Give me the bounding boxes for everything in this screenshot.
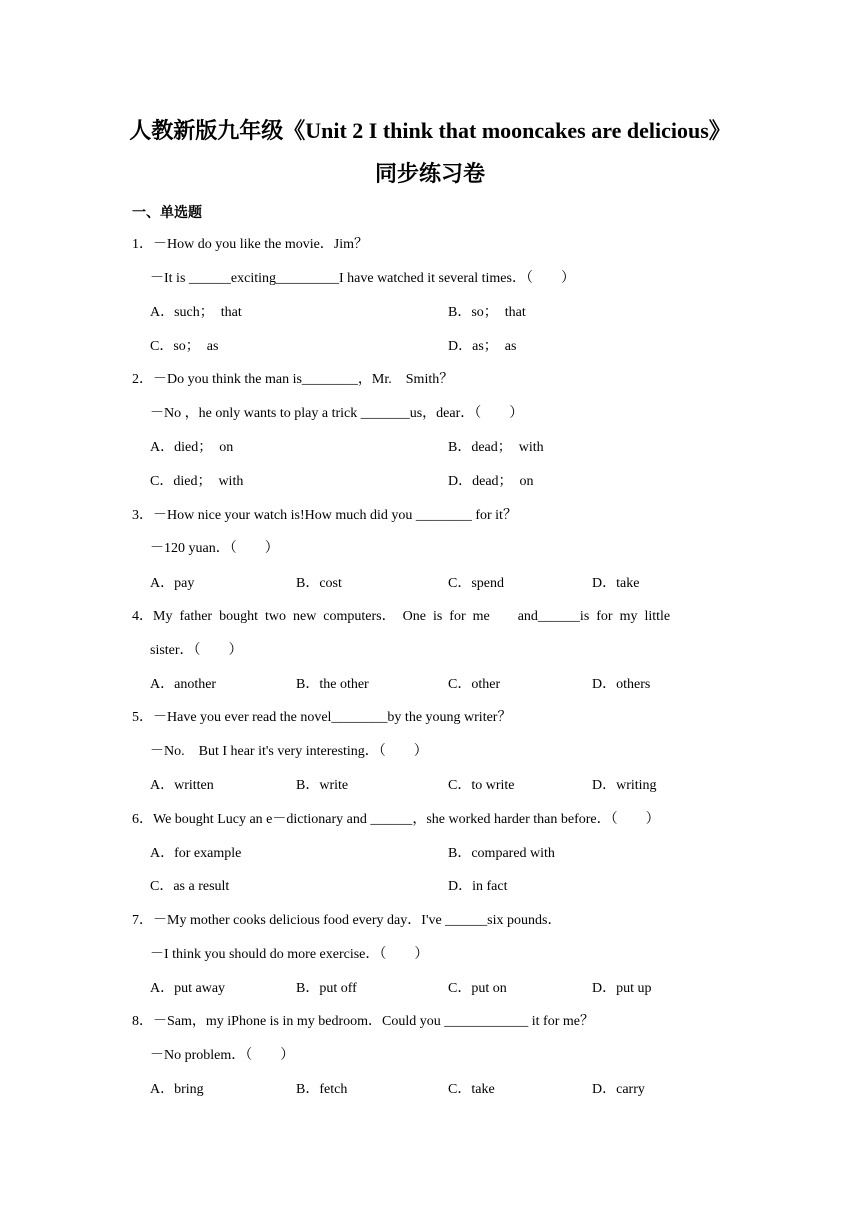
question-8-line2: －No problem．（ ） [150,1048,295,1063]
question-4-option-b[interactable]: B．the other [296,677,369,692]
question-5-stem: 5．－Have you ever read the novel________by the young writer？ [132,710,512,725]
question-2-stem: 2．－Do you think the man is________，Mr. Smith？ [132,372,454,387]
question-4-option-d[interactable]: D．others [592,677,651,692]
question-8-option-b[interactable]: B．fetch [296,1082,348,1097]
section-heading: 一、单选题 [132,206,202,221]
question-1-option-a[interactable]: A．such； that [150,305,242,320]
question-7-option-b[interactable]: B．put off [296,981,357,996]
question-6-option-a[interactable]: A．for example [150,846,242,861]
question-5-option-d[interactable]: D．writing [592,778,657,793]
question-3-option-d[interactable]: D．take [592,576,640,591]
question-5-option-c[interactable]: C．to write [448,778,515,793]
question-1-option-c[interactable]: C．so； as [150,339,219,354]
question-7-line2: －I think you should do more exercise．（ ） [150,947,429,962]
question-5-option-a[interactable]: A．written [150,778,214,793]
question-3-stem: 3．－How nice your watch is!How much did you ________ for it？ [132,508,517,523]
question-3-option-c[interactable]: C．spend [448,576,504,591]
question-5-option-b[interactable]: B．write [296,778,349,793]
question-3-option-a[interactable]: A．pay [150,576,195,591]
question-6-option-c[interactable]: C．as a result [150,879,230,894]
question-8-option-a[interactable]: A．bring [150,1082,204,1097]
question-4-option-a[interactable]: A．another [150,677,217,692]
question-1-option-b[interactable]: B．so； that [448,305,526,320]
question-8-option-d[interactable]: D．carry [592,1082,645,1097]
question-4-option-c[interactable]: C．other [448,677,501,692]
question-5-line2: －No. But I hear it's very interesting．（ ） [150,744,428,759]
question-7-option-c[interactable]: C．put on [448,981,507,996]
question-8-stem: 8．－Sam，my iPhone is in my bedroom．Could you ____________ it for me？ [132,1014,594,1029]
document-subtitle: 同步练习卷 [374,161,485,186]
question-7-stem: 7．－My mother cooks delicious food every day．I've ______six pounds． [132,913,562,928]
question-2-option-a[interactable]: A．died； on [150,440,234,455]
question-6-option-d[interactable]: D．in fact [448,879,508,894]
question-7-option-a[interactable]: A．put away [150,981,226,996]
document-title: 人教新版九年级《Unit 2 I think that mooncakes are delicious》 [129,118,731,143]
question-1-stem: 1．－How do you like the movie．Jim？ [132,237,369,252]
question-4-line2: sister．（ ） [150,643,243,658]
question-2-option-c[interactable]: C．died； with [150,474,244,489]
question-6-stem: 6．We bought Lucy an e－dictionary and ______，she worked harder than before．（ ） [132,812,660,827]
question-2-option-b[interactable]: B．dead； with [448,440,544,455]
question-7-option-d[interactable]: D．put up [592,981,652,996]
question-1-line2: －It is ______exciting_________I have watched it several times．（ ） [150,271,575,286]
question-6-option-b[interactable]: B．compared with [448,846,555,861]
question-2-line2: －No ，he only wants to play a trick _______us，dear．（ ） [150,406,524,421]
question-8-option-c[interactable]: C．take [448,1082,495,1097]
question-4-stem: 4．My father bought two new computers． One is for me and______is for my little [132,609,671,624]
question-3-option-b[interactable]: B．cost [296,576,342,591]
question-3-line2: －120 yuan．（ ） [150,541,279,556]
question-1-option-d[interactable]: D．as； as [448,339,517,354]
question-2-option-d[interactable]: D．dead； on [448,474,534,489]
